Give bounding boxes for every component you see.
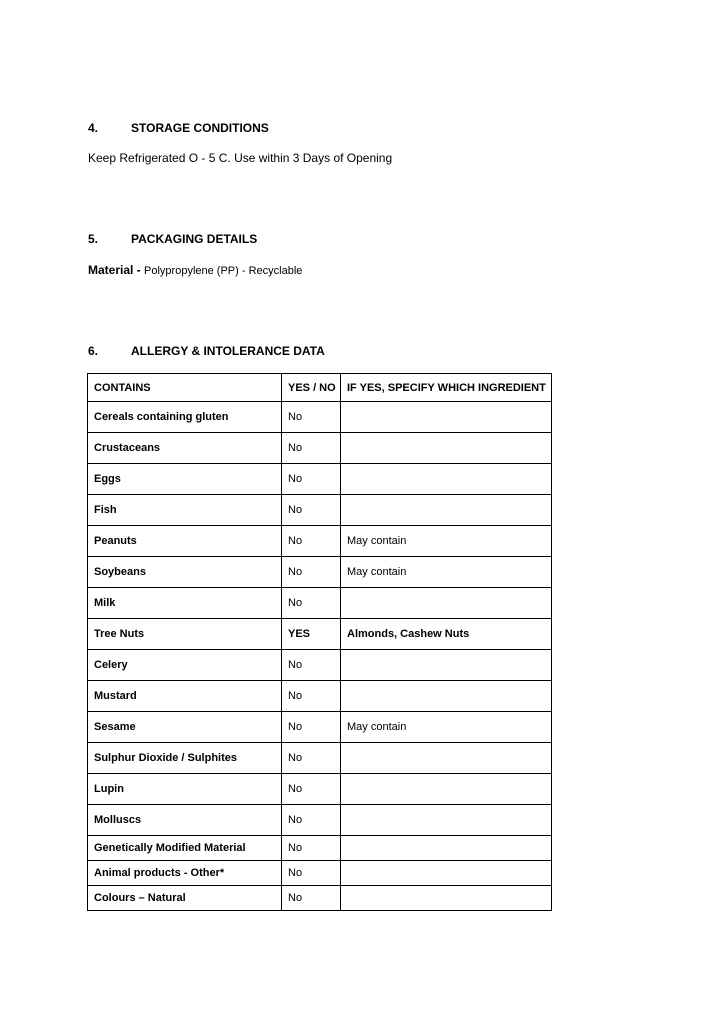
allergen-name: Crustaceans [88,433,282,464]
allergy-section-title: ALLERGY & INTOLERANCE DATA [131,344,325,358]
allergen-answer: No [282,886,341,911]
allergen-detail [341,836,552,861]
allergen-detail [341,743,552,774]
allergen-name: Peanuts [88,526,282,557]
table-row [88,495,552,526]
allergen-name: Lupin [88,774,282,805]
table-row [88,743,552,774]
allergen-answer: YES [282,619,341,650]
packaging-section-number: 5. [88,232,99,246]
table-row [88,650,552,681]
table-row [88,588,552,619]
table-row [88,712,552,743]
allergen-name: Animal products - Other* [88,861,282,886]
allergen-answer: No [282,433,341,464]
allergen-detail: May contain [341,557,552,588]
packaging-material [88,263,302,277]
table-row [88,433,552,464]
table-row [88,557,552,588]
allergen-detail [341,650,552,681]
allergen-name: Molluscs [88,805,282,836]
table-row [88,836,552,861]
allergen-detail [341,464,552,495]
allergen-answer: No [282,526,341,557]
allergen-name: Sulphur Dioxide / Sulphites [88,743,282,774]
allergen-detail [341,402,552,433]
allergen-answer: No [282,743,341,774]
allergy-table-header-row [88,374,552,402]
allergen-name: Sesame [88,712,282,743]
allergen-name: Soybeans [88,557,282,588]
allergen-name: Genetically Modified Material [88,836,282,861]
allergen-answer: No [282,774,341,805]
allergen-detail: Almonds, Cashew Nuts [341,619,552,650]
allergen-answer: No [282,681,341,712]
storage-text: Keep Refrigerated O - 5 C. Use within 3 Days of Opening [88,151,393,165]
allergen-name: Fish [88,495,282,526]
table-row [88,402,552,433]
allergen-detail [341,588,552,619]
allergen-detail: May contain [341,526,552,557]
storage-section-number: 4. [88,121,99,135]
header-yes-no: YES / NO [282,374,341,402]
table-row [88,619,552,650]
header-specify: IF YES, SPECIFY WHICH INGREDIENT [341,374,552,402]
storage-heading [88,121,269,135]
table-row [88,774,552,805]
allergy-section-number: 6. [88,344,99,358]
allergen-answer: No [282,402,341,433]
allergen-name: Celery [88,650,282,681]
allergen-name: Eggs [88,464,282,495]
allergen-name: Tree Nuts [88,619,282,650]
header-contains: CONTAINS [88,374,282,402]
allergen-detail: May contain [341,712,552,743]
table-row [88,681,552,712]
allergen-answer: No [282,805,341,836]
table-row [88,464,552,495]
allergen-detail [341,886,552,911]
allergen-name: Milk [88,588,282,619]
allergen-name: Mustard [88,681,282,712]
allergen-answer: No [282,712,341,743]
allergen-detail [341,495,552,526]
table-row [88,861,552,886]
allergen-detail [341,805,552,836]
allergen-answer: No [282,861,341,886]
allergy-heading [88,344,325,358]
allergen-detail [341,433,552,464]
allergen-answer: No [282,464,341,495]
table-row [88,805,552,836]
allergy-table [87,373,552,911]
storage-section-title: STORAGE CONDITIONS [131,121,269,135]
table-row [88,886,552,911]
packaging-material-value: Polypropylene (PP) - Recyclable [144,265,303,277]
allergen-answer: No [282,495,341,526]
allergen-answer: No [282,650,341,681]
packaging-heading [88,232,257,246]
packaging-material-label: Material - [88,263,141,277]
allergen-detail [341,861,552,886]
allergen-answer: No [282,557,341,588]
allergen-detail [341,681,552,712]
allergen-answer: No [282,836,341,861]
allergen-answer: No [282,588,341,619]
packaging-section-title: PACKAGING DETAILS [131,232,258,246]
table-row [88,526,552,557]
allergen-name: Cereals containing gluten [88,402,282,433]
allergen-detail [341,774,552,805]
allergen-name: Colours – Natural [88,886,282,911]
